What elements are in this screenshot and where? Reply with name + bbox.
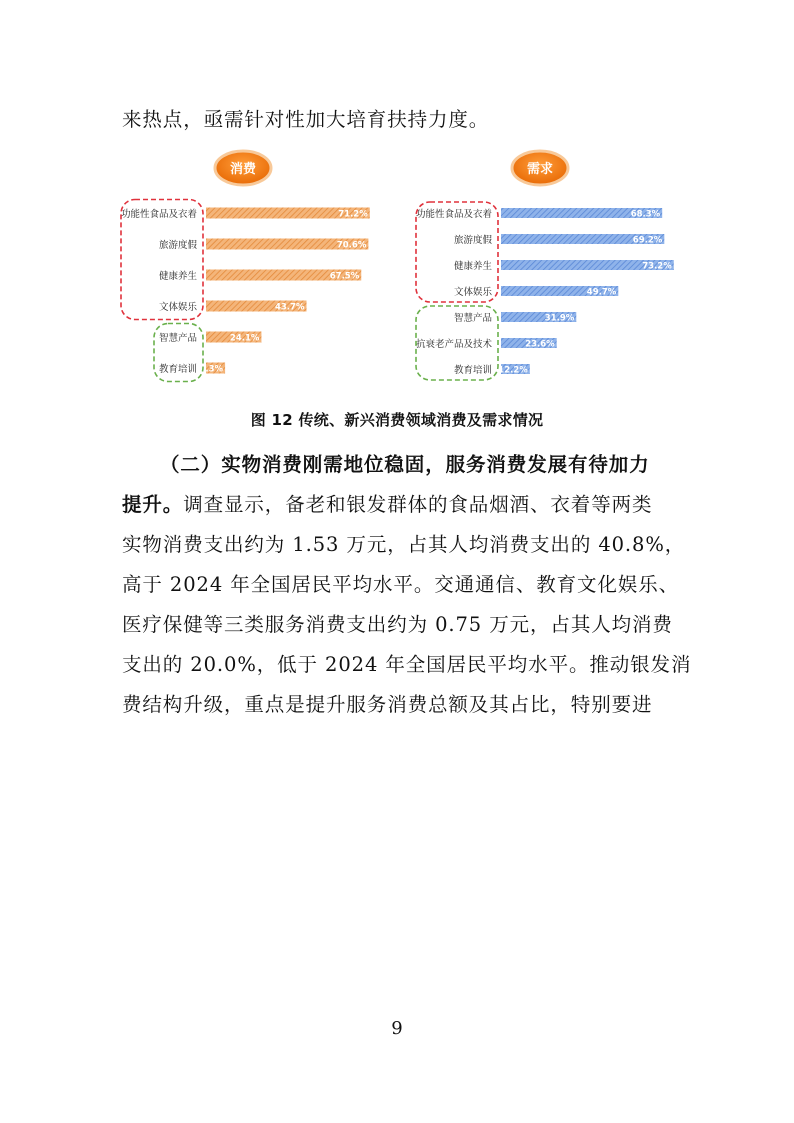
bar-value-label: 68.3%: [630, 209, 661, 220]
paragraph-line-6: 费结构升级，重点是提升服务消费总额及其占比，特别要进: [122, 693, 653, 716]
category-label: 功能性食品及衣着: [415, 209, 492, 220]
category-label: 教育培训: [453, 365, 492, 376]
category-label: 健康养生: [158, 271, 197, 282]
paragraph-line-4: 医疗保健等三类服务消费支出约为 0.75 万元，占其人均消费: [122, 613, 673, 636]
bar-value-label: 69.2%: [632, 235, 663, 246]
category-label: 旅游度假: [453, 235, 492, 246]
heading-tail: 提升。: [122, 493, 184, 516]
bar-value-label: 67.5%: [329, 271, 360, 282]
bar-value-label: 71.2%: [338, 209, 368, 220]
bar-value-label: 49.7%: [586, 287, 617, 298]
chart-title: 消费: [229, 162, 257, 177]
category-label: 教育培训: [158, 364, 197, 375]
category-label: 智慧产品: [158, 333, 197, 344]
paragraph-line-5: 支出的 20.0%，低于 2024 年全国居民平均水平。推动银发消: [122, 653, 692, 676]
paragraph-line-2: 实物消费支出约为 1.53 万元，占其人均消费支出的 40.8%，: [122, 533, 686, 556]
paragraph-line-top: 来热点，亟需针对性加大培育扶持力度。: [122, 108, 490, 131]
bar-value-label: 24.1%: [229, 333, 260, 344]
category-label: 健康养生: [453, 261, 492, 272]
consumption-chart: [121, 151, 370, 382]
page-number: 9: [391, 1018, 403, 1039]
paragraph-line-1: [122, 489, 652, 517]
bar-value-label: 73.2%: [642, 261, 672, 272]
bar-value-label: 70.6%: [336, 240, 367, 251]
category-label: 智慧产品: [453, 313, 492, 324]
line-text: 调查显示，备老和银发群体的食品烟酒、衣着等两类: [183, 493, 653, 516]
bar-value-label: 12.2%: [498, 365, 528, 376]
figure-caption: 图 12 传统、新兴消费领域消费及需求情况: [250, 411, 544, 429]
category-label: 抗衰老产品及技术: [415, 339, 492, 350]
category-label: 文体娱乐: [453, 287, 492, 298]
bar-value-label: 31.9%: [544, 313, 575, 324]
chart-title: 需求: [526, 162, 554, 177]
section-heading: （二）实物消费刚需地位稳固，服务消费发展有待加力: [160, 453, 650, 476]
paragraph-line-3: 高于 2024 年全国居民平均水平。交通通信、教育文化娱乐、: [122, 573, 680, 596]
category-label: 旅游度假: [158, 240, 197, 251]
bar-value-label: 23.6%: [525, 339, 555, 350]
category-label: 功能性食品及衣着: [120, 209, 197, 220]
category-label: 文体娱乐: [158, 302, 197, 313]
bar-value-label: 8.3%: [199, 364, 224, 375]
bar-value-label: 43.7%: [275, 302, 305, 313]
figure-charts: [0, 145, 794, 395]
demand-chart: [416, 151, 674, 380]
